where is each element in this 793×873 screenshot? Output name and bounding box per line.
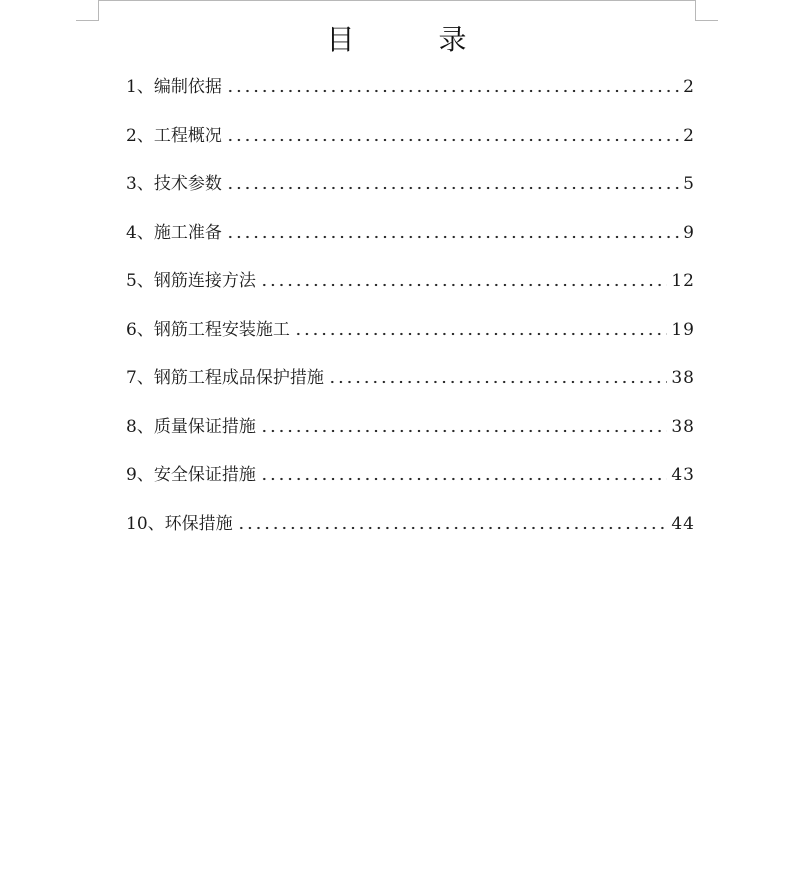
toc-entry-label: 5、钢筋连接方法	[126, 271, 256, 291]
toc-dot-leader	[294, 318, 668, 336]
toc-entry-page: 5	[683, 174, 695, 194]
page-title: 目 录	[326, 23, 495, 56]
toc-entry[interactable]	[126, 121, 695, 170]
toc-entry-label: 1、编制依据	[126, 77, 222, 97]
toc-dot-leader	[237, 512, 668, 530]
toc-entry-label: 8、质量保证措施	[126, 416, 256, 437]
toc-entry[interactable]	[126, 266, 695, 315]
page-top-edge	[98, 0, 695, 1]
toc-dot-leader	[260, 415, 668, 433]
toc-dot-leader	[226, 75, 679, 93]
toc-dot-leader	[260, 269, 668, 287]
toc-entry[interactable]	[126, 363, 695, 412]
toc-entry[interactable]	[126, 412, 695, 461]
toc-entry[interactable]	[126, 509, 695, 558]
crop-mark-top-left	[76, 0, 99, 21]
toc-entry-page: 12	[671, 271, 695, 291]
toc-entry-page: 38	[671, 368, 695, 388]
toc-entry[interactable]	[126, 218, 695, 267]
table-of-contents	[126, 72, 695, 557]
toc-entry-label: 2、工程概况	[126, 125, 222, 146]
toc-entry-label: 6、钢筋工程安装施工	[126, 319, 290, 340]
toc-entry-page: 38	[671, 416, 695, 437]
toc-entry-label: 10、环保措施	[126, 513, 233, 534]
toc-dot-leader	[226, 172, 679, 190]
toc-dot-leader	[260, 463, 668, 481]
toc-entry-page: 2	[683, 77, 695, 97]
toc-entry-page: 2	[683, 125, 695, 146]
toc-dot-leader	[328, 366, 668, 384]
toc-dot-leader	[226, 221, 679, 239]
toc-entry[interactable]	[126, 315, 695, 364]
toc-entry[interactable]	[126, 72, 695, 121]
toc-entry-label: 4、施工准备	[126, 222, 222, 243]
toc-entry-page: 43	[671, 465, 695, 485]
toc-entry-label: 3、技术参数	[126, 174, 222, 194]
toc-entry[interactable]	[126, 169, 695, 218]
toc-entry[interactable]	[126, 460, 695, 509]
toc-entry-label: 9、安全保证措施	[126, 465, 256, 485]
crop-mark-top-right	[695, 0, 718, 21]
toc-entry-page: 9	[683, 222, 695, 243]
toc-entry-page: 19	[671, 319, 695, 340]
toc-entry-page: 44	[671, 513, 695, 534]
toc-dot-leader	[226, 124, 679, 142]
toc-entry-label: 7、钢筋工程成品保护措施	[126, 368, 324, 388]
